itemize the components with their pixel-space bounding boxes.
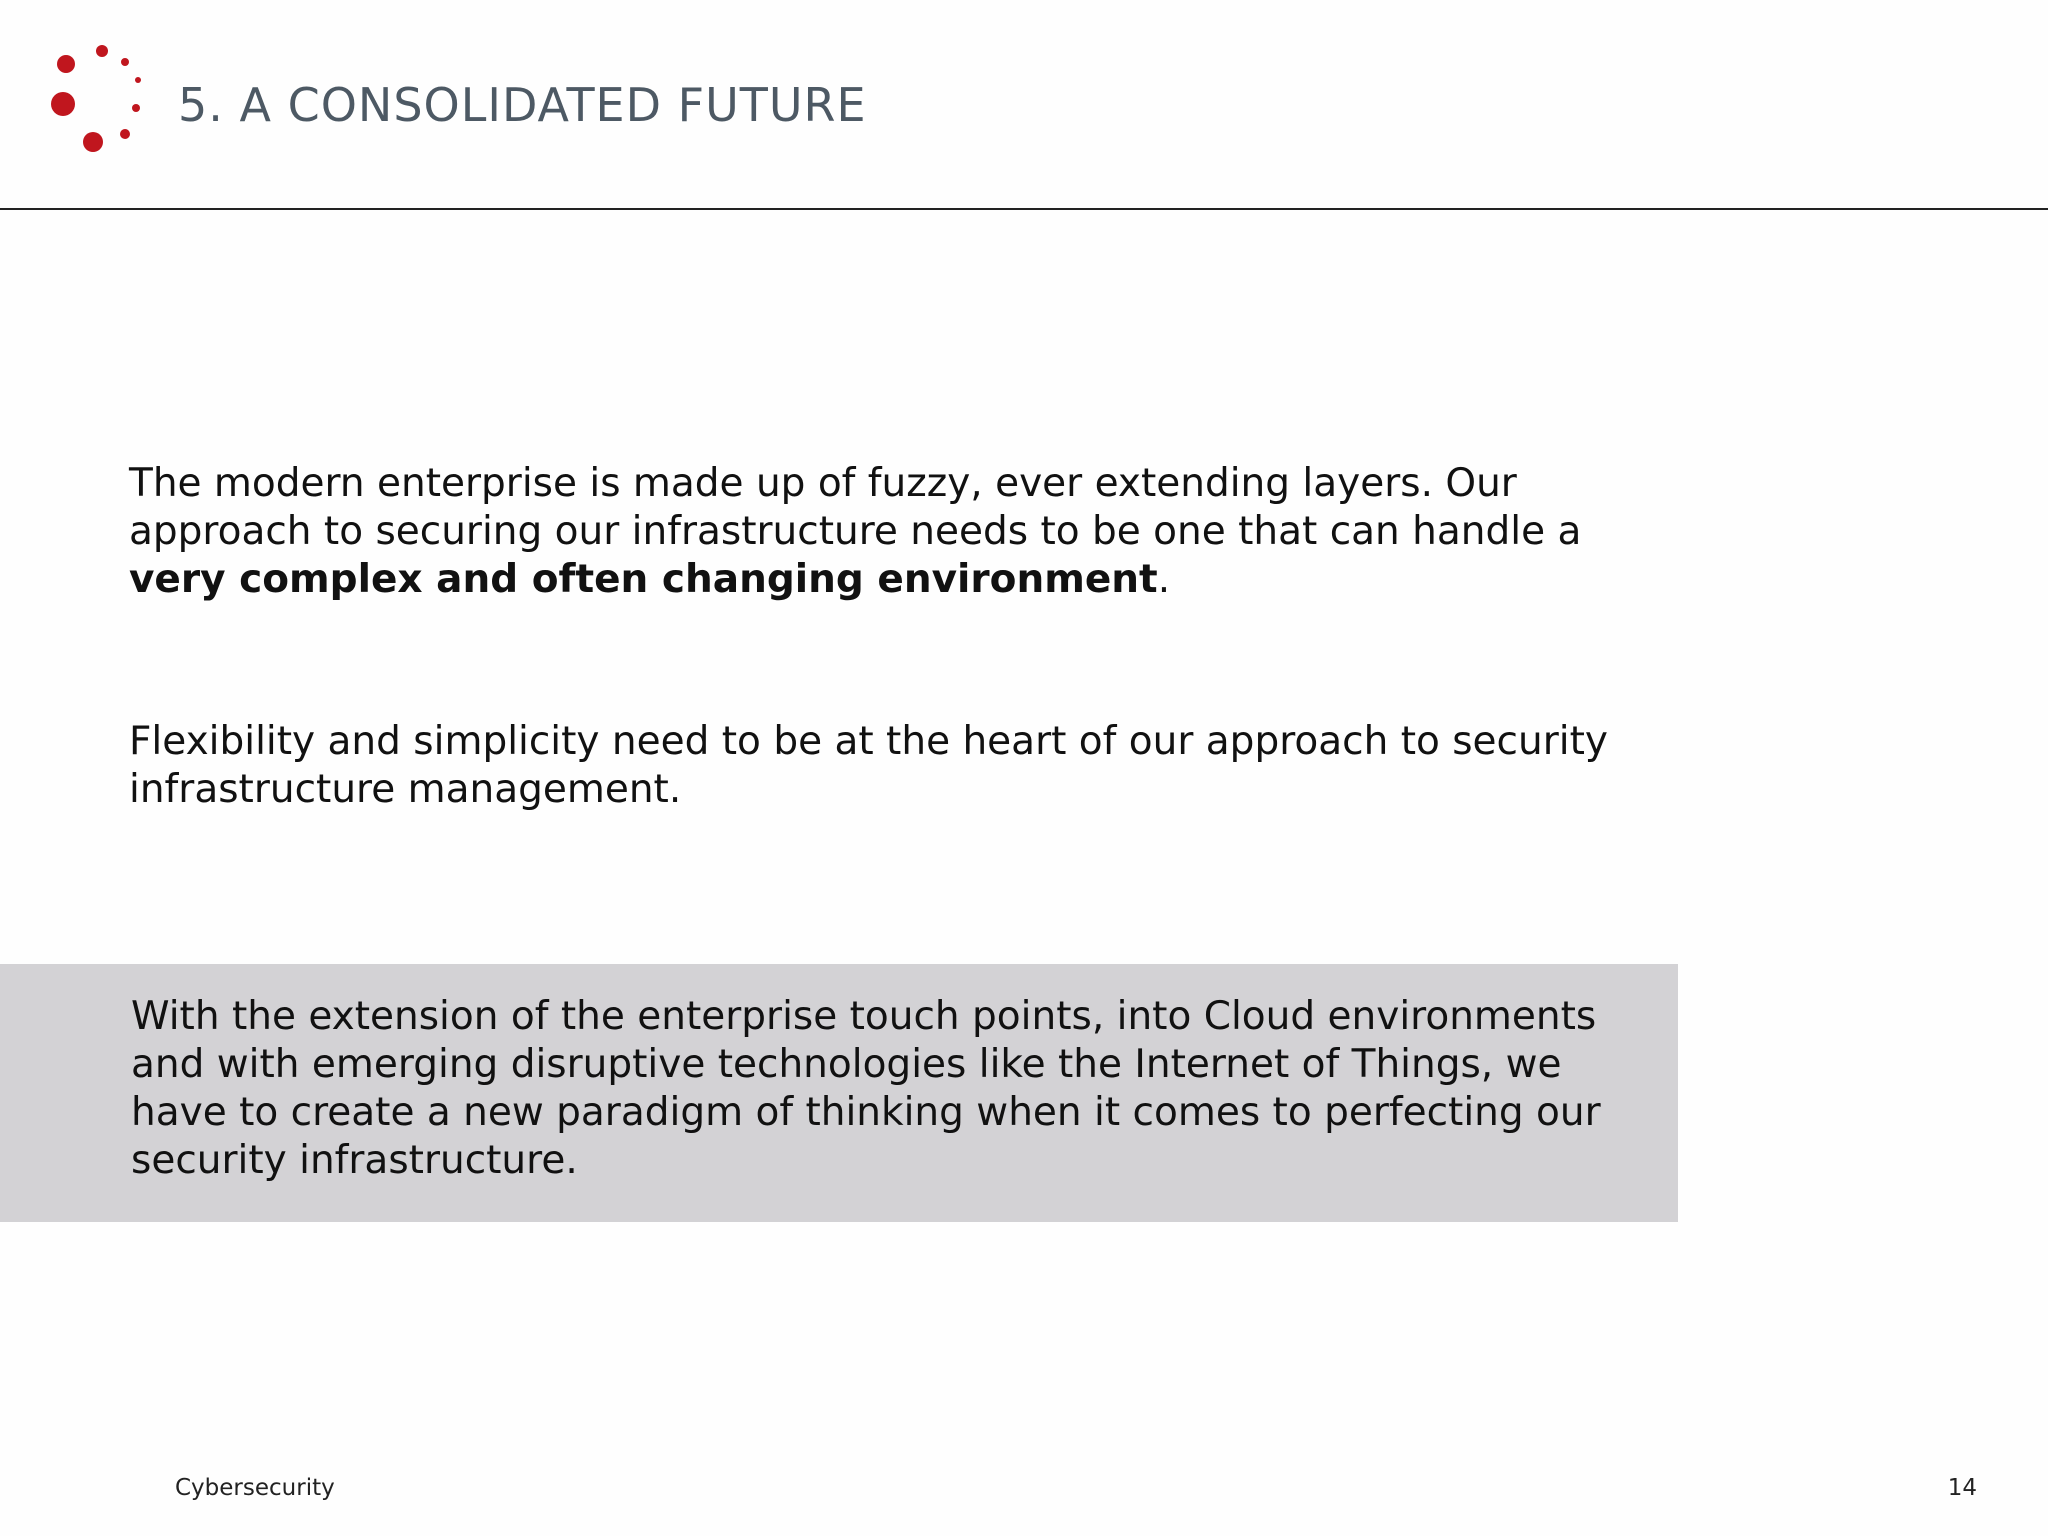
header-divider (0, 208, 2048, 210)
paragraph-enterprise-layers-end: . (1157, 557, 1171, 602)
paragraph-enterprise-layers-emphasis: very complex and often changing environment (129, 557, 1158, 602)
footer-label: Cybersecurity (175, 1475, 335, 1501)
page-number: 14 (1947, 1475, 1977, 1501)
slide-title: 5. A CONSOLIDATED FUTURE (178, 78, 867, 132)
callout-text: With the extension of the enterprise touch points, into Cloud environments and with emerging disruptive technologies like the Internet of Things, we have to create a new paradigm of thinking when it comes to perfecting our security infrastructure. (131, 994, 1601, 1183)
paragraph-flexibility: Flexibility and simplicity need to be at the heart of our approach to security infrastructure management. (129, 719, 1608, 812)
paragraph-enterprise-layers-text: The modern enterprise is made up of fuzzy, ever extending layers. Our approach to securing our infrastructure needs to be one that can handle a (129, 461, 1582, 554)
red-dot-spinner-icon (40, 36, 150, 166)
paragraph-enterprise-layers (129, 460, 1689, 604)
